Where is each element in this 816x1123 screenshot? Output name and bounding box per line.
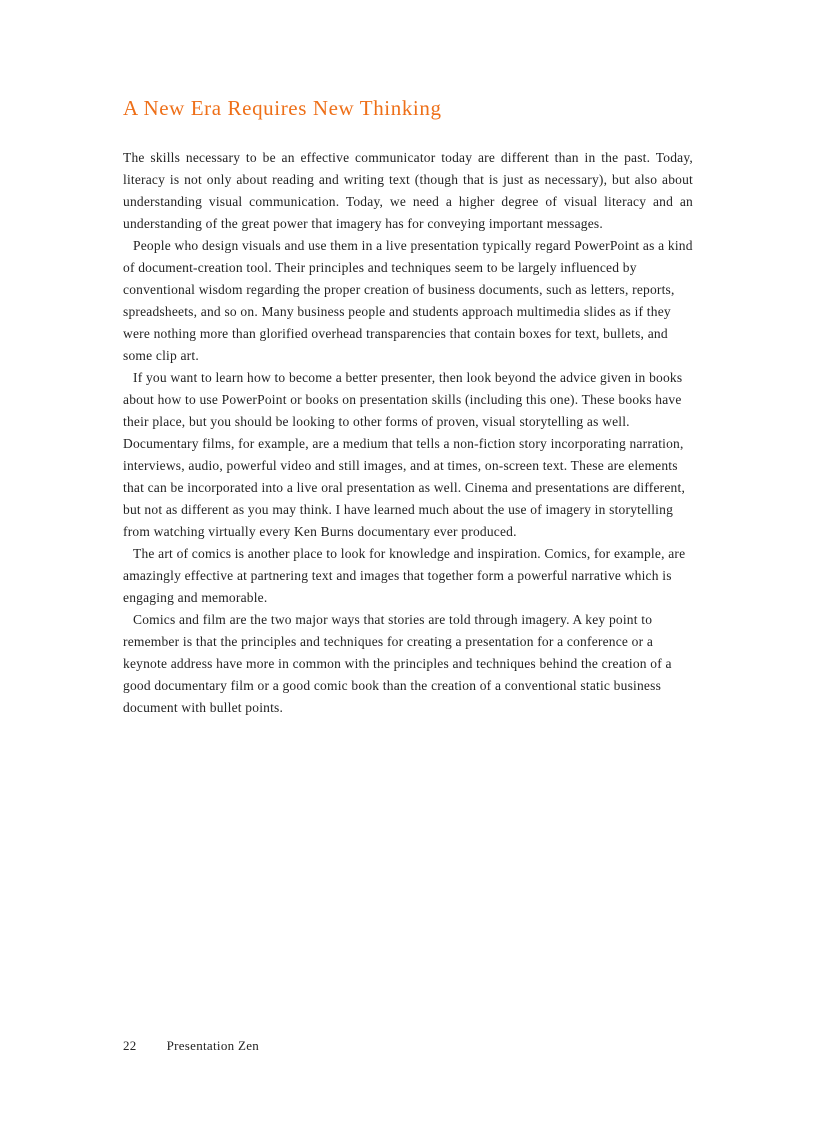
running-title: Presentation Zen [166,1038,260,1053]
page-number: 22 [123,1038,137,1053]
paragraph-5: Comics and film are the two major ways that stories are told through imagery. A key point to remember is that the principles and techniques for creating a presentation for a conference or a keynote address have more in common with the principles and techniques behind the creation of a good documentary film or a good comic book than the creation of a conventional static business document with bullet points. [123,612,672,715]
page-footer [123,1037,259,1055]
section-heading: A New Era Requires New Thinking [123,96,442,120]
paragraph-1: The skills necessary to be an effective communicator today are different than in the past. Today, literacy is not only about reading and writing text (though that is just as necessary), but also about understanding visual communication. Today, we need a higher degree of visual literacy and an understanding of the great power that imagery has for conveying important messages. [123,150,693,231]
body-text [123,147,693,719]
paragraph-2: People who design visuals and use them in a live presentation typically regard PowerPoint as a kind of document-creation tool. Their principles and techniques seem to be largely influenced by conventional wisdom regarding the proper creation of business documents, such as letters, reports, spreadsheets, and so on. Many business people and students approach multimedia slides as if they were nothing more than glorified overhead transparencies that contain boxes for text, bullets, and some clip art. [123,238,693,363]
paragraph-4: The art of comics is another place to look for knowledge and inspiration. Comics, for example, are amazingly effective at partnering text and images that together form a powerful narrative which is engaging and memorable. [123,546,686,605]
paragraph-3: If you want to learn how to become a better presenter, then look beyond the advice given in books about how to use PowerPoint or books on presentation skills (including this one). These books have their place, but you should be looking to other forms of proven, visual storytelling as well. Documentary films, for example, are a medium that tells a non-fiction story incorporating narration, interviews, audio, powerful video and still images, and at times, on-screen text. These are elements that can be incorporated into a live oral presentation as well. Cinema and presentations are different, but not as different as you may think. I have learned much about the use of imagery in storytelling from watching virtually every Ken Burns documentary ever produced. [123,370,686,539]
